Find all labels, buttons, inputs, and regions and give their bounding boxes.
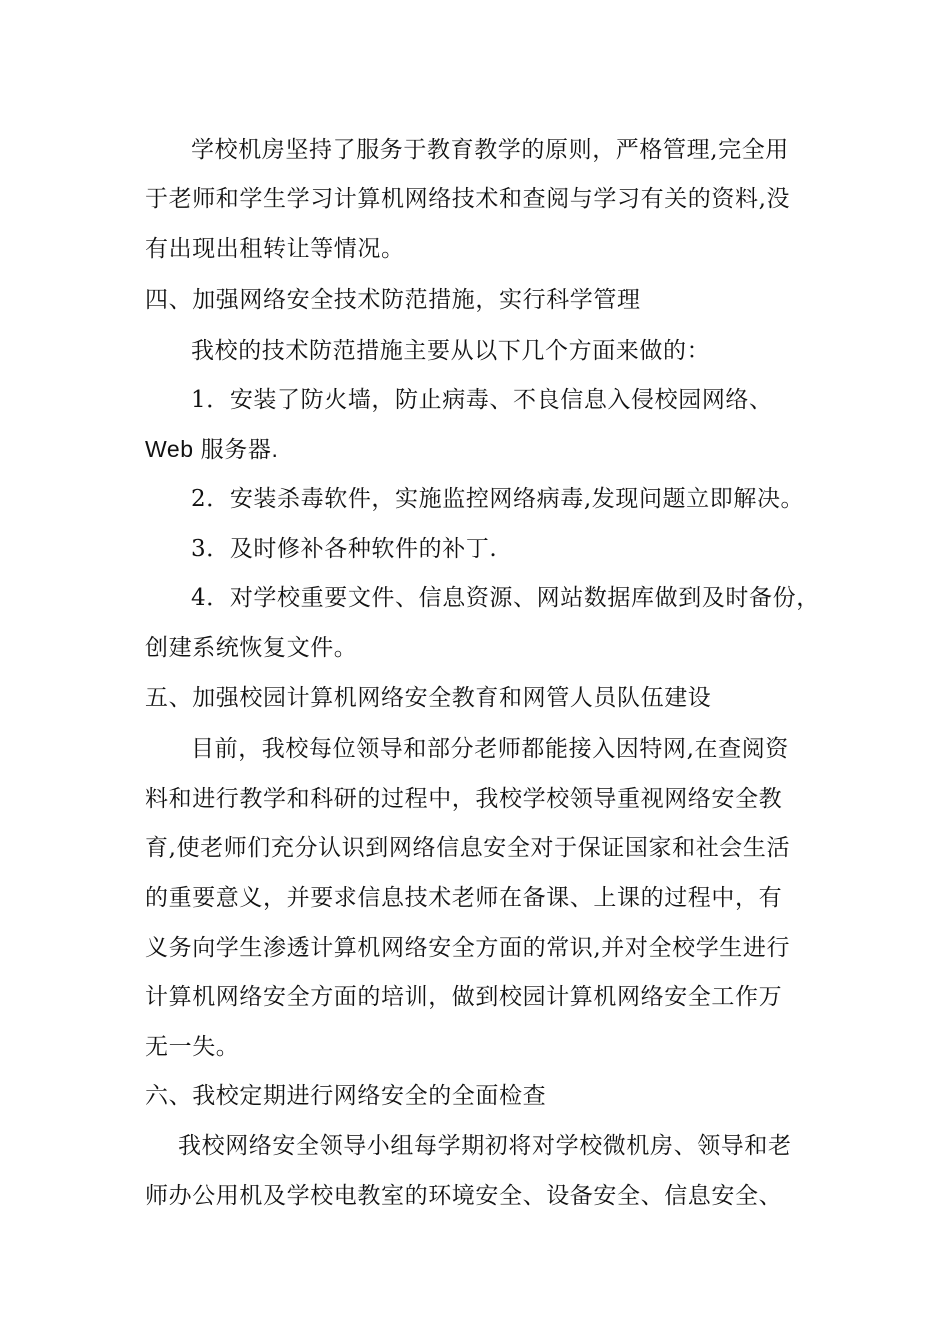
paragraph-line: 目前，我校每位领导和部分老师都能接入因特网,在查阅资 — [191, 736, 789, 762]
section-heading: 六、我校定期进行网络安全的全面检查 — [145, 1083, 547, 1109]
paragraph-line: 育,使老师们充分认识到网络信息安全对于保证国家和社会生活 — [145, 835, 791, 861]
paragraph-line: 料和进行教学和科研的过程中，我校学校领导重视网络安全教 — [145, 786, 783, 812]
list-item-continuation: Web 服务器. — [145, 436, 279, 462]
paragraph-line: 师办公用机及学校电教室的环境安全、设备安全、信息安全、 — [145, 1183, 783, 1209]
paragraph-line: 计算机网络安全方面的培训，做到校园计算机网络安全工作万 — [145, 984, 783, 1010]
paragraph-line: 无一失。 — [145, 1034, 240, 1060]
paragraph-line: 的重要意义，并要求信息技术老师在备课、上课的过程中，有 — [145, 885, 783, 911]
section-heading: 五、加强校园计算机网络安全教育和网管人员队伍建设 — [145, 685, 712, 711]
list-item: 2．安装杀毒软件，实施监控网络病毒,发现问题立即解决。 — [191, 486, 805, 512]
list-item: 3．及时修补各种软件的补丁. — [191, 536, 498, 562]
list-item: 1．安装了防火墙，防止病毒、不良信息入侵校园网络、 — [191, 387, 773, 413]
paragraph-line: 学校机房坚持了服务于教育教学的原则，严格管理,完全用 — [191, 137, 789, 163]
section-heading: 四、加强网络安全技术防范措施，实行科学管理 — [145, 287, 641, 313]
paragraph-line: 我校网络安全领导小组每学期初将对学校微机房、领导和老 — [178, 1133, 792, 1159]
paragraph-line: 义务向学生渗透计算机网络安全方面的常识,并对全校学生进行 — [145, 935, 791, 961]
list-item: 4．对学校重要文件、信息资源、网站数据库做到及时备份， — [191, 585, 820, 611]
paragraph-line: 有出现出租转让等情况。 — [145, 236, 405, 262]
paragraph-line: 我校的技术防范措施主要从以下几个方面来做的： — [191, 338, 711, 364]
paragraph-line: 于老师和学生学习计算机网络技术和查阅与学习有关的资料,没 — [145, 186, 791, 212]
list-item-continuation: 创建系统恢复文件。 — [145, 635, 358, 661]
